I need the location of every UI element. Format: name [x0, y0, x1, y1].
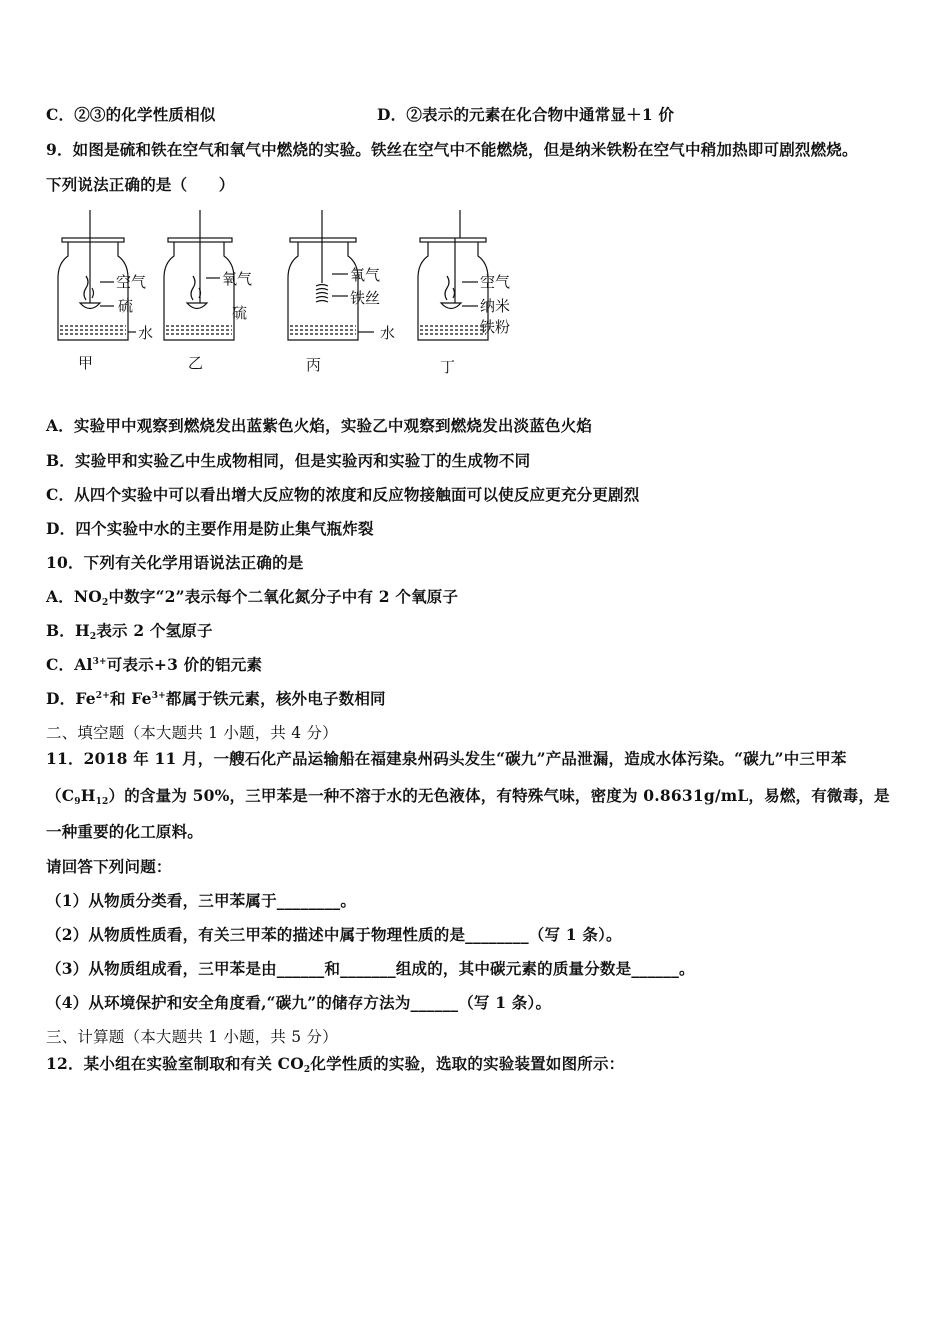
q11-line2 — [46, 784, 890, 807]
q10-a-pre: A．NO — [46, 587, 102, 606]
q11-line2-mid: H — [80, 786, 96, 805]
q11-line3: 一种重要的化工原料。 — [46, 822, 204, 841]
jar1-caption: 甲 — [78, 354, 94, 372]
q11-line2-pre: （C — [46, 786, 75, 805]
jar3-liquid-label: 水 — [380, 324, 396, 342]
q10-b-pre: B．H — [46, 621, 90, 640]
jar-ding — [418, 210, 488, 340]
q10-c-pre: C．Al — [46, 655, 93, 674]
section-2-heading: 二、填空题（本大题共 1 小题，共 4 分） — [46, 724, 338, 742]
q10-option-b — [46, 619, 213, 642]
jar2-gas-label: 氧气 — [222, 270, 253, 288]
q10-d-sup2: 3+ — [151, 691, 166, 701]
jar3-substance-label: 铁丝 — [350, 289, 381, 307]
q9-option-c: C．从四个实验中可以看出增大反应物的浓度和反应物接触面可以使反应更充分更剧烈 — [46, 485, 640, 504]
jar3-caption: 丙 — [306, 356, 322, 374]
jar1-substance-label: 硫 — [118, 297, 134, 315]
q9-option-a: A．实验甲中观察到燃烧发出蓝紫色火焰，实验乙中观察到燃烧发出淡蓝色火焰 — [46, 416, 593, 435]
q10-b-sub: 2 — [89, 632, 97, 642]
q12-sub: 2 — [303, 1065, 311, 1075]
q11-line1: 11．2018 年 11 月，一艘石化产品运输船在福建泉州码头发生“碳九”产品泄漏，造成水体污染。“碳九”中三甲苯 — [46, 749, 847, 768]
jar2-caption: 乙 — [188, 354, 204, 372]
q9-stem-line1: 9．如图是硫和铁在空气和氧气中燃烧的实验。铁丝在空气中不能燃烧，但是纳米铁粉在空气中稍加热即可剧烈燃烧。 — [46, 140, 858, 159]
q10-option-c — [46, 653, 262, 675]
q10-a-sub: 2 — [102, 598, 109, 608]
jar1-gas-label: 空气 — [116, 273, 147, 291]
q11-sub1: （1）从物质分类看，三甲苯属于________。 — [46, 891, 357, 910]
q10-option-d — [46, 687, 386, 709]
q9-option-b: B．实验甲和实验乙中生成物相同，但是实验丙和实验丁的生成物不同 — [46, 451, 531, 470]
q11-line2-sub1: 9 — [74, 797, 81, 807]
q9-option-d: D．四个实验中水的主要作用是防止集气瓶炸裂 — [46, 519, 374, 538]
q10-d-pre: D．Fe — [46, 689, 96, 708]
q10-option-a — [46, 585, 458, 608]
q11-sub2: （2）从物质性质看，有关三甲苯的描述中属于物理性质的是________（写 1 条）。 — [46, 925, 622, 944]
q12-stem — [46, 1052, 624, 1075]
jar4-caption: 丁 — [440, 358, 456, 376]
q11-prompt: 请回答下列问题： — [46, 857, 172, 876]
q11-sub4: （4）从环境保护和安全角度看,“碳九”的储存方法为______（写 1 条）。 — [46, 993, 552, 1012]
q10-a-post: 中数字“2”表示每个二氧化氮分子中有 2 个氧原子 — [108, 587, 459, 606]
q10-c-sup: 3+ — [92, 657, 107, 667]
q8-option-d: D．②表示的元素在化合物中通常显＋1 价 — [377, 105, 675, 124]
q9-stem-line2: 下列说法正确的是（ ） — [46, 175, 235, 194]
q11-line2-post: ）的含量为 50%，三甲苯是一种不溶于水的无色液体，有特殊气味，密度为 0.8631g/mL，易燃，有微毒，是 — [108, 786, 890, 805]
q10-d-mid: 和 Fe — [109, 689, 152, 708]
q10-d-post: 都属于铁元素，核外电子数相同 — [165, 689, 386, 708]
jar4-gas-label: 空气 — [480, 273, 511, 291]
q10-stem: 10．下列有关化学用语说法正确的是 — [46, 553, 304, 572]
q10-b-post: 表示 2 个氢原子 — [96, 621, 213, 640]
q12-post: 化学性质的实验，选取的实验装置如图所示： — [310, 1054, 625, 1073]
jar4-substance-label-1: 纳米 — [480, 297, 511, 315]
q9-combustion-figure — [50, 208, 530, 383]
q10-c-post: 可表示+3 价的铝元素 — [106, 655, 263, 674]
q11-sub3: （3）从物质组成看，三甲苯是由______和_______组成的，其中碳元素的质量分数是______。 — [46, 959, 695, 978]
q11-line2-sub2: 12 — [95, 797, 109, 807]
jar4-substance-label-2: 铁粉 — [480, 318, 511, 336]
jar1-liquid-label: 水 — [138, 324, 154, 342]
jar2-substance-label: 硫 — [232, 304, 248, 322]
q8-option-c: C．②③的化学性质相似 — [46, 105, 216, 124]
section-3-heading: 三、计算题（本大题共 1 小题，共 5 分） — [46, 1028, 338, 1046]
q10-d-sup1: 2+ — [95, 691, 110, 701]
jar3-gas-label: 氧气 — [350, 266, 381, 284]
q12-pre: 12．某小组在实验室制取和有关 CO — [46, 1054, 304, 1073]
